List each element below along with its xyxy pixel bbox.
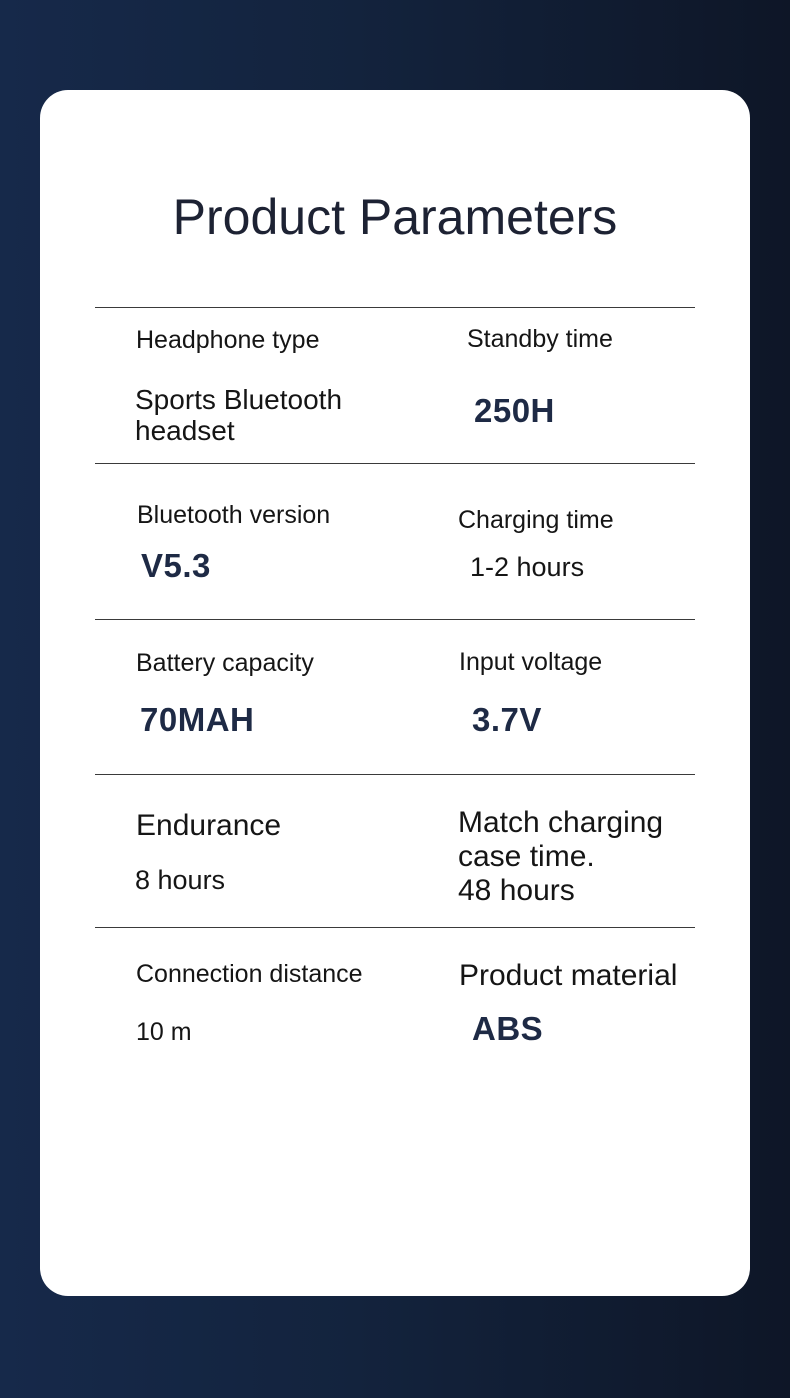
row-divider [95,774,695,775]
headphone-type-label: Headphone type [136,326,320,354]
connection-distance-value: 10 m [136,1018,192,1046]
row-divider [95,619,695,620]
charging-case-label-line: case time. [458,840,595,873]
standby-time-value: 250H [474,392,555,429]
charging-case-label-line: Match charging [458,806,664,839]
headphone-type-value-line: Sports Bluetooth [135,384,343,415]
parameters-card [40,90,750,1296]
product-material-value: ABS [472,1010,544,1047]
page-title: Product Parameters [172,189,618,245]
charging-case-value: 48 hours [458,874,575,907]
bluetooth-version-label: Bluetooth version [137,501,331,529]
endurance-label: Endurance [136,809,282,842]
bluetooth-version-value: V5.3 [141,547,211,584]
battery-capacity-label: Battery capacity [136,649,314,677]
standby-time-label: Standby time [467,325,613,353]
battery-capacity-value: 70MAH [140,701,255,738]
charging-time-label: Charging time [458,506,614,534]
product-material-label: Product material [459,959,678,992]
charging-time-value: 1-2 hours [470,552,585,582]
endurance-value: 8 hours [135,865,226,895]
charging-case-endurance [458,806,663,908]
headphone-type-value-line: headset [135,415,235,446]
row-divider [95,463,695,464]
headphone-type-value [135,384,342,446]
row-divider [95,307,695,308]
input-voltage-value: 3.7V [472,701,542,738]
row-divider [95,927,695,928]
connection-distance-label: Connection distance [136,960,363,988]
input-voltage-label: Input voltage [459,648,603,676]
